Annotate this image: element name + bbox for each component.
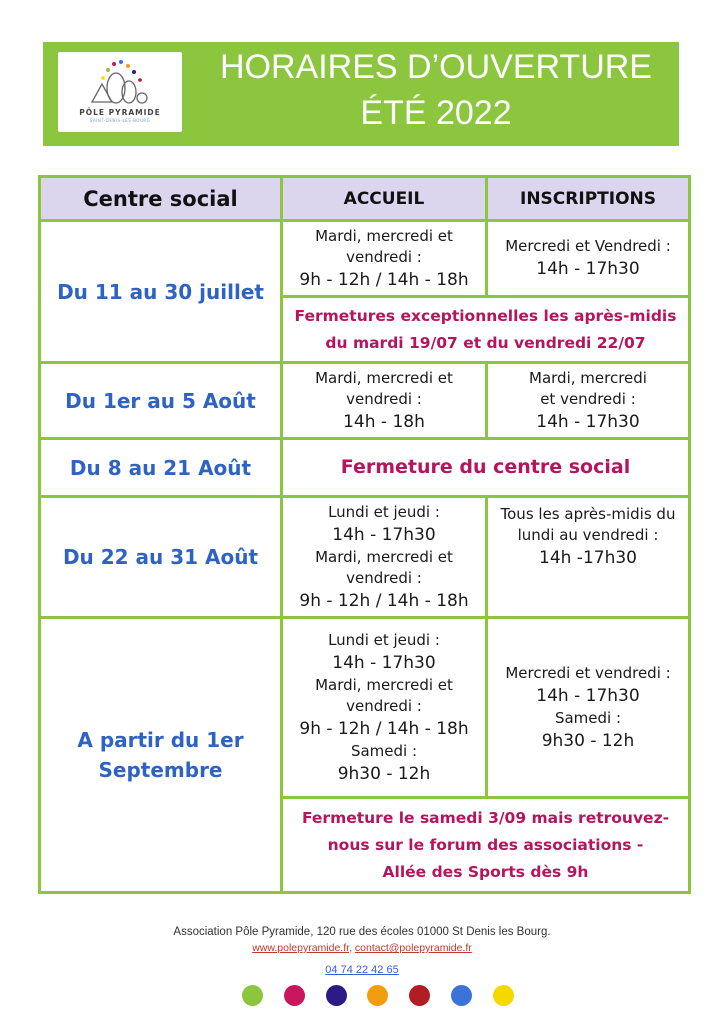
email-link[interactable]: contact@polepyramide.fr [354,942,472,954]
period-cell: Du 22 au 31 Août [40,497,282,618]
table-row [40,497,690,618]
color-dot [451,985,472,1006]
page-subtitle: ÉTÉ 2022 [360,94,512,132]
accueil-cell: Mardi, mercredi et vendredi : 9h - 12h / 14h - 18h [282,221,487,297]
closure-notice: Fermeture du centre social [282,439,690,497]
period-cell: Du 11 au 30 juillet [40,221,282,363]
logo [58,52,182,132]
logo-subtitle: SAINT-DENIS-LES-BOURG [89,118,151,123]
header-banner [43,42,679,146]
table-row [40,618,690,798]
color-dot [367,985,388,1006]
header-inscriptions: INSCRIPTIONS [487,177,690,221]
color-dot [242,985,263,1006]
closure-notice: Fermeture le samedi 3/09 mais retrouvez- nous sur le forum des associations - Allée des Sports dès 9h [282,798,690,893]
closure-notice: Fermetures exceptionnelles les après-midis du mardi 19/07 et du vendredi 22/07 [282,297,690,363]
pyramid-logo-icon [58,52,182,112]
period-cell: Du 1er au 5 Août [40,363,282,439]
header-accueil: ACCUEIL [282,177,487,221]
footer-links [0,942,724,954]
period-cell: Du 8 au 21 Août [40,439,282,497]
table-row [40,221,690,297]
color-dot [409,985,430,1006]
accueil-cell: Lundi et jeudi : 14h - 17h30 Mardi, mercredi et vendredi : 9h - 12h / 14h - 18h [282,497,487,618]
color-dot [284,985,305,1006]
website-link[interactable]: www.polepyramide.fr [252,942,350,954]
footer-address: Association Pôle Pyramide, 120 rue des écoles 01000 St Denis les Bourg. [173,926,551,938]
inscriptions-cell: Tous les après-midis du lundi au vendredi : 14h -17h30 [487,497,690,618]
table-row [40,363,690,439]
logo-name: PÔLE PYRAMIDE [79,108,161,117]
phone-link[interactable]: 04 74 22 42 65 [325,964,399,976]
inscriptions-cell: Mercredi et Vendredi : 14h - 17h30 [487,221,690,297]
page-title: HORAIRES D’OUVERTURE [220,48,652,86]
period-cell: A partir du 1er Septembre [40,618,282,893]
table-header-row [40,177,690,221]
table-row [40,439,690,497]
link-separator: , [349,942,355,954]
color-dot [493,985,514,1006]
accueil-cell: Mardi, mercredi et vendredi : 14h - 18h [282,363,487,439]
accueil-cell: Lundi et jeudi : 14h - 17h30 Mardi, mercredi et vendredi : 9h - 12h / 14h - 18h Samedi : 9h30 - 12h [282,618,487,798]
color-dots [242,985,514,1007]
inscriptions-cell: Mardi, mercredi et vendredi : 14h - 17h30 [487,363,690,439]
inscriptions-cell: Mercredi et vendredi : 14h - 17h30 Samedi : 9h30 - 12h [487,618,690,798]
color-dot [326,985,347,1006]
schedule-table [38,175,691,894]
header-centre-social: Centre social [40,177,282,221]
